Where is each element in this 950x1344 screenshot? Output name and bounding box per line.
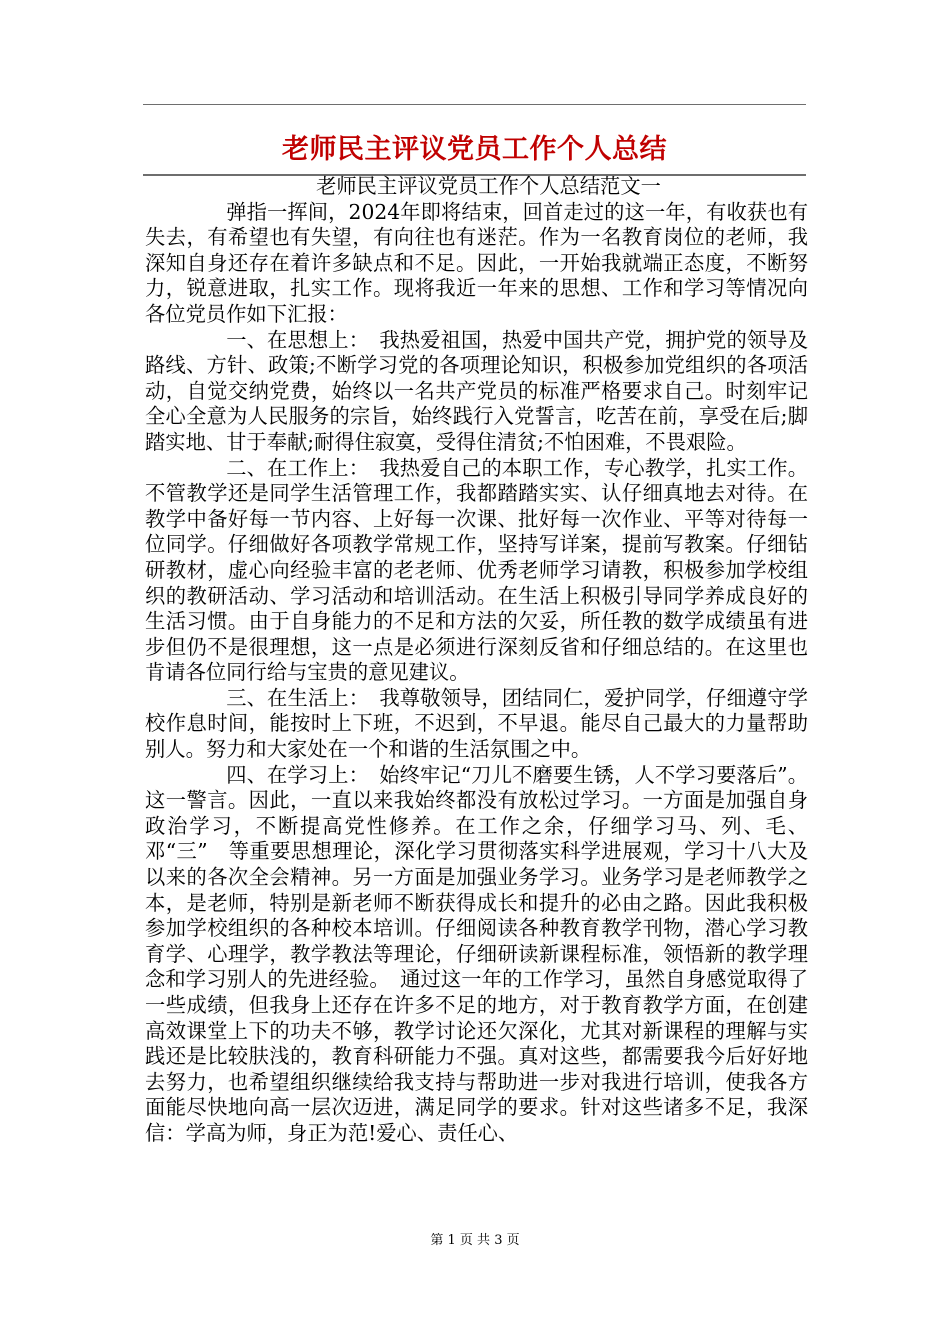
paragraph-study: 四、在学习上： 始终牢记“刀儿不磨要生锈，人不学习要落后”。这一警言。因此，一直以来我始终都没有放松过学习。一方面是加强自身政治学习，不断提高党性修养。在工作之余，仔细学习马、列、毛、邓“三” 等重要思想理论，深化学习贯彻落实科学进展观，学习十八大及以来的各次全会精神。另一方面是加强业务学习。业务学习是老师教学之本，是老师，特别是新老师不断获得成长和提升的必由之路。因此我积极参加学校组织的各种校本培训。仔细阅读各种教育教学刊物，潜心学习教育学、心理学，教学教法等理论，仔细研读新课程标准，领悟新的教学理念和学习别人的先进经验。 通过这一年的工作学习，虽然自身感觉取得了一些成绩，但我身上还存在许多不足的地方，对于教育教学方面，在创建高效课堂上下的功夫不够，教学讨论还欠深化，尤其对新课程的理解与实践还是比较肤浅的，教育科研能力不强。真对这些，都需要我今后好好地去努力，也希望组织继续给我支持与帮助进一步对我进行培训，使我各方面能尽快地向高一层次迈进，满足同学的要求。针对这些诸多不足，我深信：学高为师，身正为范!爱心、责任心、 <box>145 762 808 1145</box>
page-number: 第 1 页 共 3 页 <box>430 1233 520 1248</box>
document-subtitle: 老师民主评议党员工作个人总结范文一 <box>316 174 661 198</box>
document-body <box>145 174 808 1147</box>
paragraph-work: 二、在工作上： 我热爱自己的本职工作，专心教学，扎实工作。不管教学还是同学生活管理工作，我都踏踏实实、认仔细真地去对待。在教学中备好每一节内容、上好每一次课、批好每一次作业、平等对待每一位同学。仔细做好各项教学常规工作，坚持写详案，提前写教案。仔细钻研教材，虚心向经验丰富的老老师、优秀老师学习请教，积极参加学校组织的教研活动、学习活动和培训活动。在生活上积极引导同学养成良好的生活习惯。由于自身能力的不足和方法的欠妥，所任教的数学成绩虽有进步但仍不是很理想，这一点是必须进行深刻反省和仔细总结的。在这里也肯请各位同行给与宝贵的意见建议。 <box>145 455 808 685</box>
paragraph-life: 三、在生活上： 我尊敬领导，团结同仁，爱护同学，仔细遵守学校作息时间，能按时上下班，不迟到，不早退。能尽自己最大的力量帮助别人。努力和大家处在一个和谐的生活氛围之中。 <box>145 685 808 762</box>
paragraph-thought: 一、在思想上： 我热爱祖国，热爱中国共产党，拥护党的领导及路线、方针、政策;不断学习党的各项理论知识，积极参加党组织的各项活动，自觉交纳党费，始终以一名共产党员的标准严格要求自己。时刻牢记全心全意为人民服务的宗旨，始终践行入党誓言，吃苦在前，享受在后;脚踏实地、甘于奉献;耐得住寂寞，受得住清贫;不怕困难，不畏艰险。 <box>145 327 808 454</box>
header-rule <box>143 104 806 105</box>
paragraph-intro: 弹指一挥间，2024年即将结束，回首走过的这一年，有收获也有失去，有希望也有失望，有向往也有迷茫。作为一名教育岗位的老师，我深知自身还存在着许多缺点和不足。因此，一开始我就端正态度，不断努力，锐意进取，扎实工作。现将我近一年来的思想、工作和学习等情况向各位党员作如下汇报： <box>145 199 808 326</box>
document-title: 老师民主评议党员工作个人总结 <box>282 134 667 165</box>
